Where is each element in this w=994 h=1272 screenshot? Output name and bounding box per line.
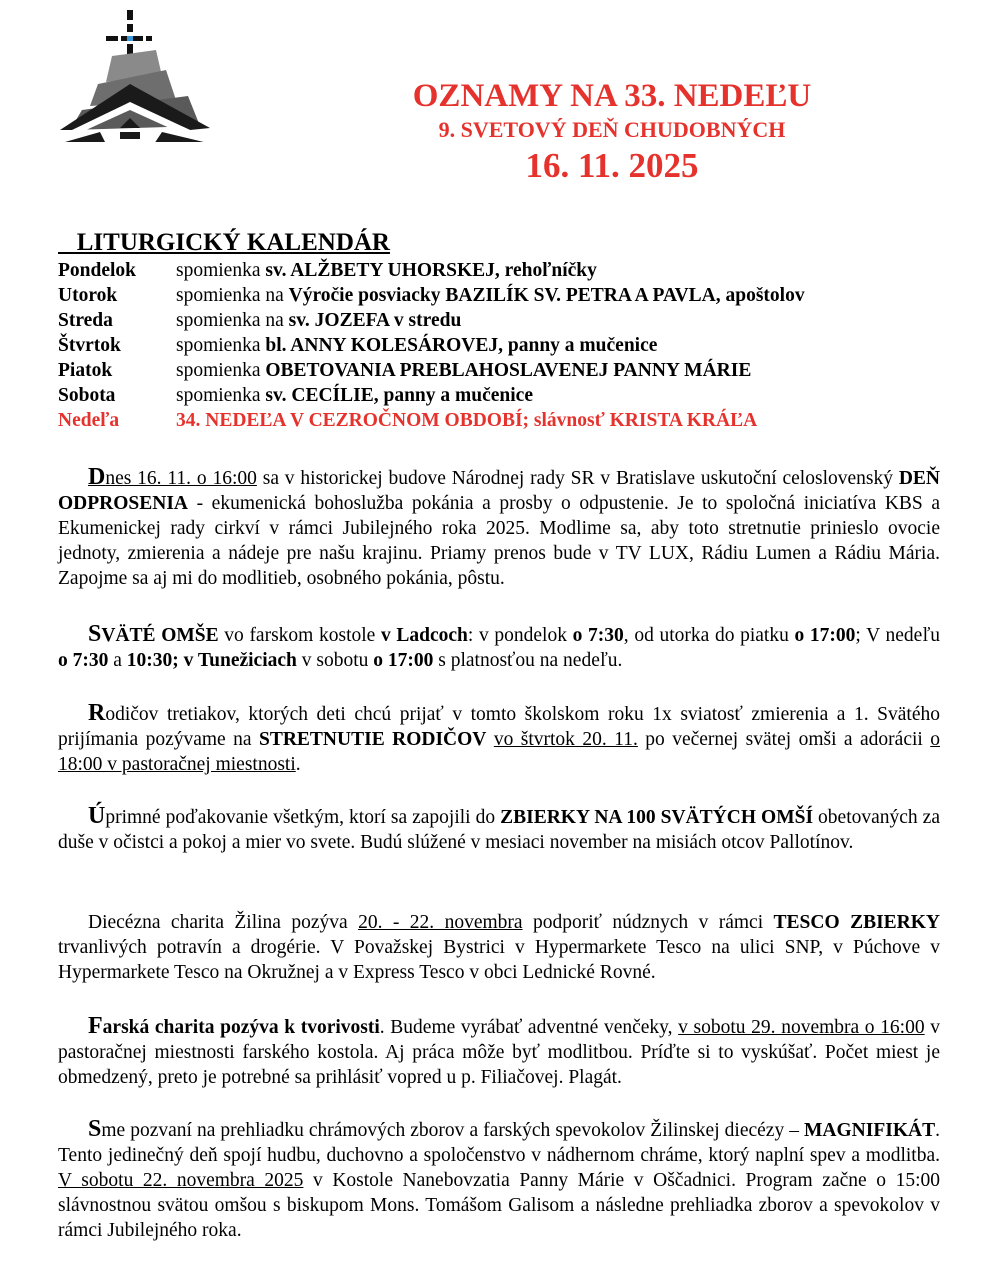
bold-text: o 17:00 — [373, 650, 434, 671]
underlined-text: 20. - 22. novembra — [358, 912, 523, 933]
calendar-row — [58, 383, 805, 408]
page-date: 16. 11. 2025 — [525, 146, 699, 185]
bold-text: o 17:00 — [794, 625, 856, 646]
text: vo farskom kostole — [218, 625, 381, 646]
page-title: OZNAMY NA 33. NEDEĽU — [412, 78, 812, 114]
door — [120, 132, 140, 139]
bold-text: DEŇ ODPROSENIA — [58, 468, 940, 514]
entry-prefix: spomienka — [176, 260, 266, 281]
calendar-day: Piatok — [58, 360, 113, 381]
entry-saint: sv. CECÍLIE, panny a mučenice — [265, 385, 533, 406]
liturgical-calendar — [58, 258, 805, 433]
entry-prefix: spomienka na — [176, 285, 289, 306]
underlined-text: o 18:00 v pastoračnej miestnosti — [58, 729, 941, 775]
text: v pastoračnej miestnosti farského kostola. Aj práca môže byť modlitbou. Príďte si to vyskúšať. Počet miest je obmedzený, preto je potrebné sa prihlásiť vopred u p. Filiačovej. Plagát. — [58, 1017, 940, 1088]
text: sa v historickej budove Národnej rady SR v Bratislave uskutoční celoslovenský — [256, 468, 899, 489]
announcement-thanks — [58, 804, 940, 855]
calendar-entry — [176, 258, 597, 283]
entry-prefix: spomienka — [176, 335, 266, 356]
entry-saint: sv. ALŽBETY UHORSKEJ, rehoľníčky — [265, 260, 597, 281]
text: po večernej svätej omši a adorácii — [637, 729, 931, 750]
drop-cap: Ú — [88, 803, 106, 829]
roof-left — [58, 132, 106, 142]
text: ; V nedeľu — [855, 625, 940, 646]
bold-text: v Ladcoch — [380, 625, 468, 646]
cross-segment — [133, 36, 143, 41]
text: odičov tretiakov, ktorých deti chcú prijať v tomto školskom roku 1x sviatosť zmierenia a 1. Svätého prijímania pozývame na — [58, 704, 940, 750]
announcement-parents-meeting — [58, 701, 940, 777]
text: - ekumenická bohoslužba pokánia a prosby o odpustenie. Je to spoločná iniciatíva KBS a Ekumenickej rady cirkví v rámci Jubilejného roka 2025. Modlime sa, aby toto stretnutie prinieslo ovocie jednoty, zmierenia a nádeje pre našu krajinu. Priamy prenos bude v TV LUX, Rádiu Lumen a Rádiu Mária. Zapojme sa aj mi do modlitieb, osobného pokánia, pôstu. — [58, 493, 940, 589]
drop-cap: S — [88, 621, 102, 647]
calendar-row — [58, 283, 805, 308]
calendar-row-sunday — [58, 408, 805, 433]
calendar-row — [58, 358, 805, 383]
text: primné poďakovanie všetkým, ktorí sa zapojili do — [105, 807, 501, 828]
text: v sobotu — [296, 650, 374, 671]
announcement-magnifikat — [58, 1117, 940, 1243]
bold-text: o 7:30 — [58, 650, 109, 671]
entry-saint: bl. ANNY KOLESÁROVEJ, panny a mučenice — [265, 335, 658, 356]
bold-text: o 7:30 — [572, 625, 624, 646]
text: , od utorka do piatku — [623, 625, 795, 646]
bold-text: VÄTÉ OMŠE — [101, 625, 219, 646]
text: a — [108, 650, 127, 671]
text: s platnosťou na nedeľu. — [433, 650, 623, 671]
bold-text: STRETNUTIE RODIČOV — [258, 729, 487, 750]
text: . Tento jedinečný deň spojí hudbu, duchovno a spoločenstvo v nádhernom chráme, ktorý naplní spev a modlitba. — [58, 1120, 940, 1166]
announcement-masses — [58, 622, 940, 673]
cross-center — [127, 36, 133, 41]
drop-cap: S — [88, 1116, 102, 1142]
text — [486, 729, 493, 750]
calendar-day: Štvrtok — [58, 335, 121, 356]
calendar-row — [58, 333, 805, 358]
text: . Budeme vyrábať adventné venčeky, — [379, 1017, 679, 1038]
entry-saint: Výročie posviacky BAZILÍK SV. PETRA A PAVLA, apoštolov — [288, 285, 805, 306]
text: v Kostole Nanebovzatia Panny Márie v Oščadnici. Program začne o 15:00 slávnostnou svätou omšou s biskupom Mons. Tomášom Galisom a následne prehliadka zborov a spevokolov v rámci Jubilejného roka. — [58, 1170, 940, 1241]
entry-prefix: spomienka — [176, 360, 266, 381]
calendar-day: Sobota — [58, 385, 116, 406]
calendar-entry — [176, 358, 751, 383]
bold-text: TESCO ZBIERKY — [773, 912, 941, 933]
underlined-text: v sobotu 29. novembra o 16:00 — [678, 1017, 925, 1038]
church-cross-logo — [44, 6, 226, 142]
announcement-day-of-atonement — [58, 465, 940, 591]
text: obetovaných za duše v očistci a pokoj a mier vo svete. Budú slúžené v mesiaci november na misiách otcov Pallotínov. — [58, 807, 940, 853]
text: podporiť núdznych v rámci — [522, 912, 774, 933]
drop-cap: R — [88, 700, 106, 726]
entry-prefix: spomienka na — [176, 310, 289, 331]
bold-text: ZBIERKY NA 100 SVÄTÝCH OMŠÍ — [500, 807, 814, 828]
drop-cap: F — [88, 1013, 103, 1039]
announcement-advent-wreaths — [58, 1014, 940, 1090]
calendar-day: Utorok — [58, 285, 118, 306]
underlined-text: nes 16. 11. o 16:00 — [105, 468, 257, 489]
underlined-text: vo štvrtok 20. 11. — [493, 729, 638, 750]
text: Diecézna charita Žilina pozýva — [88, 912, 359, 933]
calendar-day: Streda — [58, 310, 113, 331]
bold-text: 10:30; v Tunežiciach — [126, 650, 297, 671]
calendar-row — [58, 258, 805, 283]
text: me pozvaní na prehliadku chrámových zborov a farských spevokolov Žilinskej diecézy – — [101, 1120, 805, 1141]
roof-right — [154, 132, 212, 142]
entry-feast: 34. NEDEĽA V CEZROČNOM OBDOBÍ; slávnosť KRISTA KRÁĽA — [176, 410, 758, 431]
cross-segment — [121, 36, 127, 41]
entry-saint: OBETOVANIA PREBLAHOSLAVENEJ PANNY MÁRIE — [265, 360, 752, 381]
calendar-day: Pondelok — [58, 260, 137, 281]
calendar-entry — [176, 283, 805, 308]
text: . — [295, 754, 301, 775]
cross-segment — [106, 36, 118, 41]
calendar-entry — [176, 408, 757, 433]
cross-segment — [146, 36, 152, 41]
text: : v pondelok — [467, 625, 573, 646]
bold-text: arská charita pozýva k tvorivosti — [102, 1017, 380, 1038]
text: trvanlivých potravín a drogérie. V Považskej Bystrici v Hypermarkete Tesco na ulici SNP, v Púchove v Hypermarkete Tesco na Okružnej a v Express Tesco v obci Lednické Rovné. — [58, 937, 940, 983]
entry-prefix: spomienka — [176, 385, 266, 406]
underlined-text: V sobotu 22. novembra 2025 — [58, 1170, 304, 1191]
calendar-title: LITURGICKÝ KALENDÁR — [58, 229, 390, 256]
entry-saint: sv. JOZEFA v stredu — [288, 310, 462, 331]
calendar-entry — [176, 383, 533, 408]
cross-segment — [127, 10, 133, 20]
bold-text: MAGNIFIKÁT — [804, 1120, 936, 1141]
announcement-tesco-collection — [58, 910, 940, 985]
page-subtitle: 9. SVETOVÝ DEŇ CHUDOBNÝCH — [438, 117, 786, 142]
calendar-day: Nedeľa — [58, 410, 120, 431]
cross-segment — [127, 24, 133, 32]
calendar-entry — [176, 308, 461, 333]
calendar-row — [58, 308, 805, 333]
calendar-entry — [176, 333, 657, 358]
drop-cap: D — [88, 464, 106, 490]
